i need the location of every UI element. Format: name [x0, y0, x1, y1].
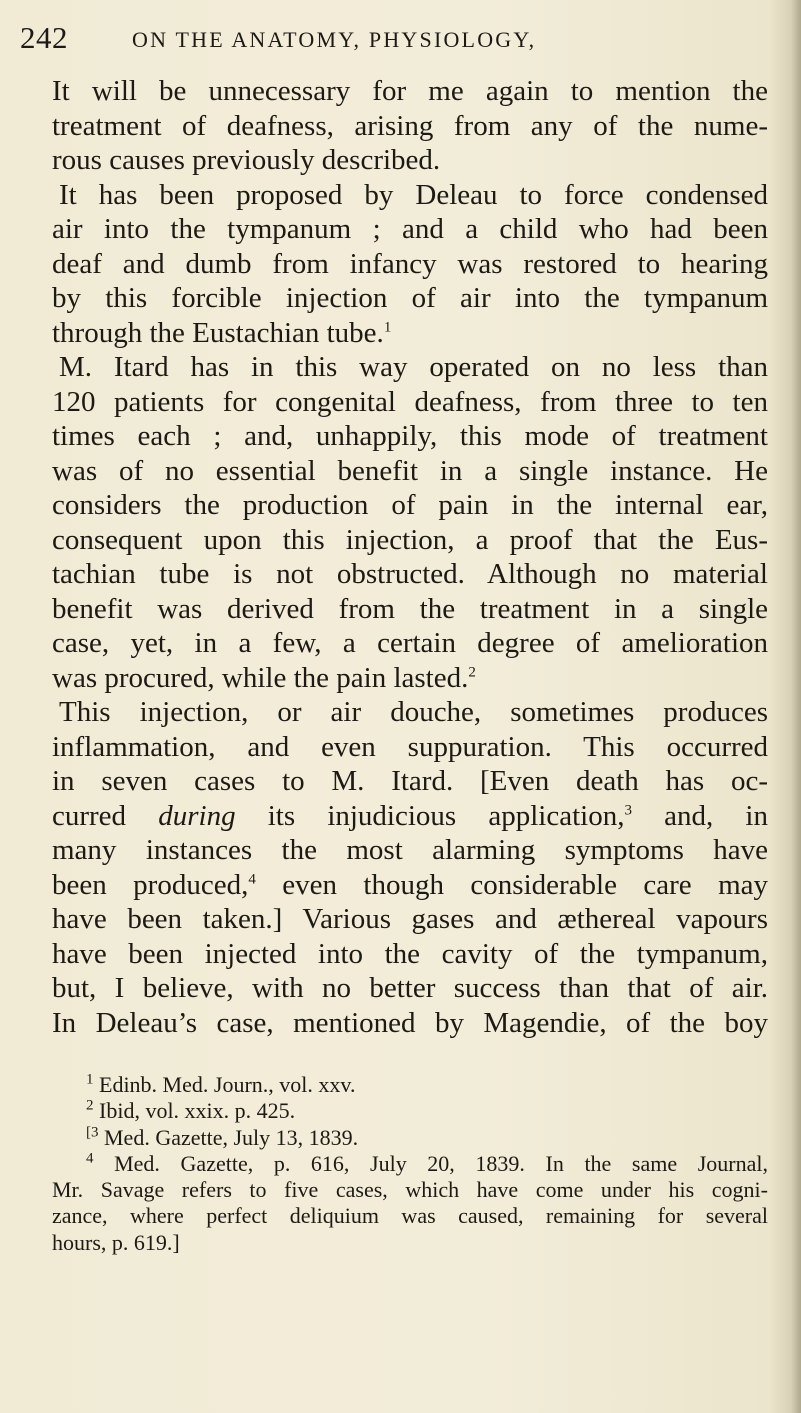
page-number: 242	[20, 20, 68, 55]
footnote-text: Med. Gazette, July 13, 1839.	[104, 1124, 359, 1150]
italic-word: during	[158, 799, 236, 832]
footnote-marker: [3	[86, 1124, 99, 1141]
text-line: It will be unnecessary for me again to mention the	[52, 75, 768, 107]
text-line: inflammation, and even suppuration. This occurred	[52, 730, 768, 763]
text-line: M. Itard has in this way operated on no less than	[59, 351, 768, 383]
text-line: treatment of deafness, arising from any of the nume-	[52, 109, 768, 142]
text-line: by this forcible injection of air into the tympanum	[52, 282, 768, 314]
running-head: ON THE ANATOMY, PHYSIOLOGY,	[132, 27, 537, 52]
text-line: case, yet, in a few, a certain degree of amelioration	[52, 627, 768, 659]
text-segment: was procured, while the pain lasted.	[52, 661, 469, 694]
footnote-continuation: Mr. Savage refers to five cases, which have come under his cogni-	[52, 1177, 768, 1203]
body-text	[52, 74, 768, 1040]
text-segment: through the Eustachian tube.	[52, 316, 384, 349]
footnote-text: Ibid, vol. xxix. p. 425.	[99, 1098, 296, 1124]
text-segment: and, in	[664, 799, 768, 832]
footnote-text: Med. Gazette, p. 616, July 20, 1839. In the same Journal,	[114, 1150, 769, 1176]
text-line: In Deleau’s case, mentioned by Magendie, of the boy	[52, 1006, 768, 1039]
text-line	[52, 868, 768, 903]
page-edge-shadow	[791, 0, 801, 1413]
footnote-ref: 1	[383, 318, 392, 335]
footnote	[52, 1151, 768, 1177]
footnote-ref: 4	[248, 870, 256, 887]
text-line	[52, 661, 768, 696]
footnote-continuation: zance, where perfect deliquium was caused, remaining for several	[52, 1203, 768, 1229]
text-line	[52, 316, 768, 351]
text-line: in seven cases to M. Itard. [Even death has oc-	[52, 765, 768, 797]
text-line: consequent upon this injection, a proof that the Eus-	[52, 523, 768, 556]
footnote-marker: 2	[86, 1097, 94, 1114]
footnote-continuation: hours, p. 619.]	[52, 1229, 180, 1255]
footnote-marker: 1	[86, 1071, 94, 1088]
text-line: tachian tube is not obstructed. Although no material	[52, 558, 768, 590]
footnote	[52, 1072, 768, 1098]
text-line: deaf and dumb from infancy was restored to hearing	[52, 247, 768, 280]
text-line: many instances the most alarming symptoms have	[52, 834, 768, 866]
footnote	[52, 1098, 768, 1124]
footnote-ref: 3	[624, 801, 632, 818]
text-segment: curred	[52, 799, 127, 832]
text-line: but, I believe, with no better success than that of air.	[52, 972, 768, 1004]
text-segment: its injudicious application,	[267, 799, 625, 832]
text-line: rous causes previously described.	[52, 144, 441, 176]
text-line: air into the tympanum ; and a child who had been	[52, 213, 768, 245]
footnote	[52, 1125, 768, 1151]
footnote-ref: 2	[468, 663, 476, 680]
text-line: It has been proposed by Deleau to force condensed	[59, 178, 768, 211]
footnotes	[52, 1072, 768, 1256]
text-segment: been produced,	[52, 868, 249, 901]
text-line: have been injected into the cavity of the tympanum,	[52, 937, 768, 970]
text-line	[52, 799, 768, 834]
text-line: This injection, or air douche, sometimes produces	[59, 696, 768, 728]
footnote-marker: 4	[86, 1150, 94, 1167]
text-line: considers the production of pain in the internal ear,	[52, 489, 768, 521]
text-line: have been taken.] Various gases and æthereal vapours	[52, 903, 768, 935]
text-line: was of no essential benefit in a single instance. He	[52, 454, 768, 487]
text-line: times each ; and, unhappily, this mode of treatment	[52, 420, 768, 452]
text-line: benefit was derived from the treatment in a single	[52, 592, 768, 625]
footnote-text: Edinb. Med. Journ., vol. xxv.	[99, 1072, 356, 1097]
text-segment: even though considerable care may	[282, 868, 769, 901]
text-line: 120 patients for congenital deafness, from three to ten	[52, 385, 768, 418]
